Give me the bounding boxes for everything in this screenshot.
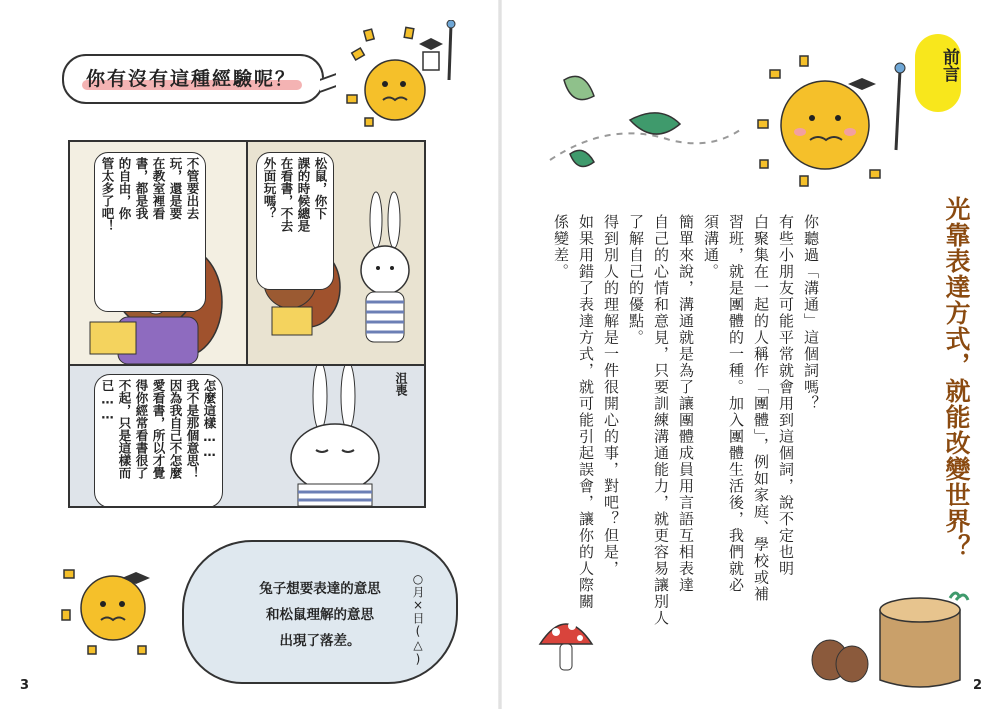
tree-stump-illustration	[790, 590, 980, 700]
sun-mascot-bottom-illustration	[58, 550, 178, 660]
comic-panel-1	[68, 140, 248, 366]
comic-panel-2	[246, 140, 426, 366]
diary-date: ○月×日(△)	[411, 572, 425, 666]
page-number-left: 3	[20, 678, 30, 693]
preface-badge-label: 前言	[939, 48, 959, 82]
speech-bubble-rabbit-question: 松鼠，你下 課的時候總是 在看書，不去 外面玩嗎？	[256, 152, 334, 290]
sfx-label: 沮喪	[394, 372, 408, 396]
sun-mascot-illustration	[345, 20, 475, 130]
cloud-line-3: 出現了落差。	[279, 633, 361, 649]
cloud-line-1: 兔子想要表達的意思	[259, 581, 381, 597]
cloud-line-2: 和松鼠理解的意思	[266, 607, 374, 623]
question-text: 你有沒有這種經驗呢？	[86, 68, 297, 90]
mushroom-illustration	[536, 610, 596, 680]
body-text: 你聽過「溝通」這個詞嗎？ 有些小朋友可能平常就會用到這個詞，說不定也明 白聚集在一起的人稱作「團體」，例如家庭、學校或補 習班，就是團體的一種。加入團體生活後，我們就必 須溝通。 簡單來說，溝通就是為了讓團體成員用言語互相表達 自己的心情和意見，只要訓練溝通能力，就更容易讓別人 了解自己的優點。 得到別人的理解是一件很開心的事，對吧？但是， 如果用錯了表達方式，就可能引起誤會，讓你的人際關 係變差。	[552, 214, 820, 627]
sun-mascot-teacher-illustration	[750, 50, 910, 200]
leaves-vine-illustration	[540, 60, 740, 190]
chapter-headline: 光靠表達方式，就能改變世界？	[942, 196, 971, 560]
page-number-right: 2	[972, 678, 982, 693]
speech-bubble-rabbit-reply: 怎麼這樣…… 我不是那個意思！ 因為我自己不怎麼 愛看書，所以才覺 得你經常看書很了 不起，只是這樣而 已……	[94, 374, 223, 508]
comic-panel-3	[68, 364, 426, 508]
speech-bubble-squirrel: 不管要出去 玩，還是要 在教室裡看 書，都是我 的自由，你 管太多了吧！	[94, 152, 206, 312]
question-bubble	[62, 54, 324, 104]
right-page	[500, 0, 1000, 709]
preface-badge	[915, 34, 961, 112]
